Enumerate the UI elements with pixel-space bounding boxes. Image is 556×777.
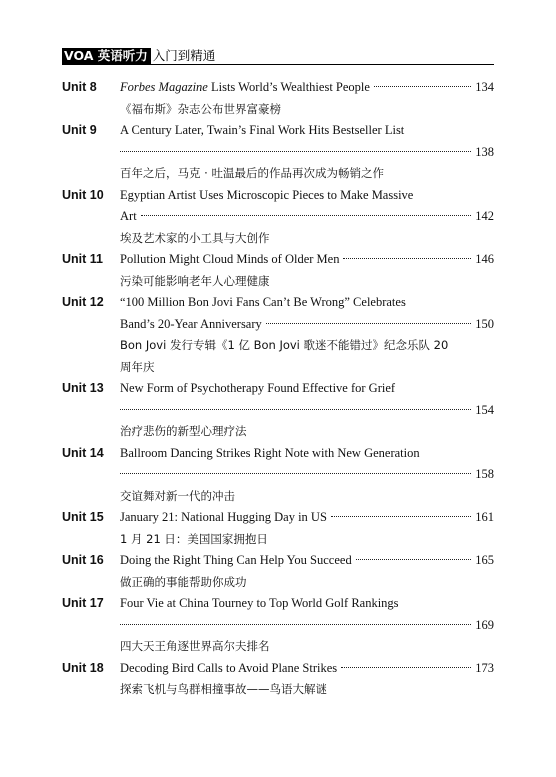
entry-title: Ballroom Dancing Strikes Right Note with New Generation xyxy=(120,445,420,460)
unit-label: Unit 12 xyxy=(62,295,104,309)
header-subtitle: 入门到精通 xyxy=(152,48,216,63)
title-text: Band’s 20-Year Anniversary xyxy=(120,316,262,331)
toc-entry-unit-12 xyxy=(62,292,494,378)
entry-title xyxy=(120,77,494,99)
leader-line xyxy=(120,142,494,164)
page-number: 169 xyxy=(475,617,494,632)
entry-title: New Form of Psychotherapy Found Effective for Grief xyxy=(120,381,396,395)
toc-entry-unit-13 xyxy=(62,378,494,443)
title-text: Pollution Might Cloud Minds of Older Men xyxy=(120,252,340,266)
title-text: Lists World’s Wealthiest People xyxy=(207,80,370,94)
page-number: 161 xyxy=(475,510,494,524)
leader-line xyxy=(120,615,494,637)
entry-title-line-1: “100 Million Bon Jovi Fans Can’t Be Wrong” Celebrates xyxy=(120,295,406,309)
chinese-title-line-1: Bon Jovi 发行专辑《1 亿 Bon Jovi 歌迷不能错过》纪念乐队 20 xyxy=(120,338,449,352)
toc-entry-unit-17 xyxy=(62,593,494,658)
dot-leader xyxy=(141,215,472,216)
title-text: Doing the Right Thing Can Help You Succeed xyxy=(120,553,352,567)
page-number: 138 xyxy=(475,144,494,159)
title-text: January 21: National Hugging Day in US xyxy=(120,510,327,524)
title-text: Decoding Bird Calls to Avoid Plane Strikes xyxy=(120,660,338,675)
chinese-title: 做正确的事能帮助你成功 xyxy=(120,574,247,589)
toc-entry-unit-10 xyxy=(62,185,494,250)
unit-label: Unit 8 xyxy=(62,80,97,94)
toc-entry-unit-11 xyxy=(62,249,494,292)
toc-entry-unit-9 xyxy=(62,120,494,185)
chinese-title: 污染可能影响老年人心理健康 xyxy=(120,273,270,288)
entry-title: A Century Later, Twain’s Final Work Hits Bestseller List xyxy=(120,123,405,137)
page-number: 150 xyxy=(475,316,494,331)
dot-leader xyxy=(343,258,471,259)
chinese-title: 四大天王角逐世界高尔夫排名 xyxy=(120,639,270,653)
dot-leader xyxy=(374,86,471,87)
title-italic-prefix: Forbes Magazine xyxy=(120,80,208,94)
unit-label: Unit 17 xyxy=(62,596,104,610)
chinese-title: 交谊舞对新一代的冲击 xyxy=(120,488,235,503)
page-number: 173 xyxy=(475,660,494,675)
unit-label: Unit 13 xyxy=(62,381,104,395)
dot-leader xyxy=(356,559,472,560)
title-text: Art xyxy=(120,209,137,223)
unit-label: Unit 10 xyxy=(62,187,104,202)
entry-title-line-2 xyxy=(120,314,494,336)
chinese-title: 1 月 21 日：美国国家拥抱日 xyxy=(120,531,268,546)
unit-label: Unit 18 xyxy=(62,660,104,675)
toc-entry-unit-16 xyxy=(62,550,494,593)
page-number: 142 xyxy=(475,209,494,223)
leader-line xyxy=(120,400,494,422)
chinese-title: 《福布斯》杂志公布世界富豪榜 xyxy=(120,101,281,116)
entry-title xyxy=(120,507,494,529)
page-number: 158 xyxy=(475,467,494,481)
dot-leader xyxy=(120,151,471,152)
unit-label: Unit 16 xyxy=(62,553,104,567)
chinese-title-line-2: 周年庆 xyxy=(120,359,155,374)
entry-title-line-2 xyxy=(120,206,494,228)
toc-entry-unit-18 xyxy=(62,658,494,701)
entry-title xyxy=(120,550,494,572)
unit-label: Unit 11 xyxy=(62,252,103,266)
chinese-title: 百年之后，马克 · 吐温最后的作品再次成为畅销之作 xyxy=(120,166,384,180)
running-header xyxy=(62,46,494,65)
dot-leader xyxy=(120,624,471,625)
page-number: 134 xyxy=(475,80,494,94)
chinese-title: 探索飞机与鸟群相撞事故——鸟语大解谜 xyxy=(120,682,327,696)
chinese-title: 治疗悲伤的新型心理疗法 xyxy=(120,424,247,438)
entry-title-line-1: Egyptian Artist Uses Microscopic Pieces to Make Massive xyxy=(120,187,414,202)
unit-label: Unit 15 xyxy=(62,510,104,524)
entry-title xyxy=(120,658,494,680)
unit-label: Unit 14 xyxy=(62,445,104,460)
entry-title xyxy=(120,249,494,271)
unit-label: Unit 9 xyxy=(62,123,97,137)
toc-entry-unit-15 xyxy=(62,507,494,550)
table-of-contents xyxy=(62,77,494,701)
page-number: 146 xyxy=(475,252,494,266)
chinese-title: 埃及艺术家的小工具与大创作 xyxy=(120,230,270,245)
dot-leader xyxy=(331,516,471,517)
toc-entry-unit-8 xyxy=(62,77,494,120)
dot-leader xyxy=(341,667,471,668)
page-number: 165 xyxy=(475,553,494,567)
entry-title: Four Vie at China Tourney to Top World Golf Rankings xyxy=(120,596,399,610)
dot-leader xyxy=(120,409,471,410)
dot-leader xyxy=(266,323,471,324)
toc-entry-unit-14 xyxy=(62,443,494,508)
dot-leader xyxy=(120,473,471,474)
header-brand: VOA 英语听力 xyxy=(62,48,151,64)
leader-line xyxy=(120,464,494,486)
page-number: 154 xyxy=(475,402,494,417)
